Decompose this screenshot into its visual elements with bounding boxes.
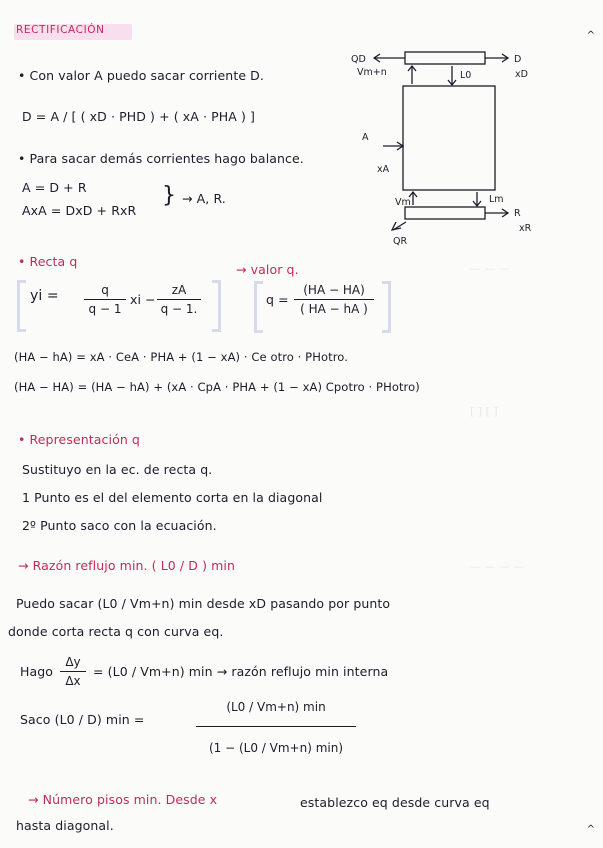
diagram-label-vm: Vm bbox=[395, 197, 411, 208]
fraction-q-top: q bbox=[101, 283, 109, 297]
brace-mark: } bbox=[162, 183, 177, 208]
fraction-reflux-min bbox=[196, 700, 356, 755]
section-recta-q: • Recta q bbox=[18, 254, 78, 269]
fraction-reflux-bottom: (1 − (L0 / Vm+n) min) bbox=[208, 741, 344, 755]
diagram-label-qd: QD bbox=[351, 54, 366, 65]
saco-label: Saco (L0 / D) min = bbox=[20, 712, 145, 727]
fraction-q-value-top: (HA − HA) bbox=[303, 283, 365, 297]
fraction-q bbox=[84, 283, 126, 316]
note-line-18b: establezco eq desde curva eq bbox=[300, 795, 490, 810]
diagram-label-vmn: Vm+n bbox=[357, 67, 387, 78]
fraction-q-bottom: q − 1 bbox=[88, 302, 122, 316]
fraction-dy: Δy bbox=[65, 655, 81, 669]
diagram-label-lo: L0 bbox=[460, 70, 472, 81]
diagram-label-lm: Lm bbox=[489, 194, 504, 205]
note-line-10: Sustituyo en la ec. de recta q. bbox=[22, 462, 213, 477]
section-numero-pisos: → Número pisos min. Desde x bbox=[28, 792, 218, 807]
diagram-label-xr: xR bbox=[519, 223, 532, 234]
fraction-za-bottom: q − 1. bbox=[160, 302, 198, 316]
fraction-za-top: zA bbox=[171, 283, 187, 297]
note-line-19: hasta diagonal. bbox=[16, 818, 114, 833]
enthalpy-line-1: (HA − hA) = xA · CeA · PHA + (1 − xA) · Ce otro · PHotro. bbox=[14, 350, 348, 364]
note-line-11: 1 Punto es el del elemento corta en la diagonal bbox=[22, 490, 323, 505]
fraction-za bbox=[157, 283, 201, 316]
diagram-label-qr: QR bbox=[393, 236, 408, 247]
fraction-q-value bbox=[294, 283, 374, 316]
fraction-dy-dx bbox=[60, 655, 86, 688]
equation-bracket bbox=[254, 281, 263, 333]
fraction-q-value-bottom: ( HA − hA ) bbox=[300, 302, 368, 316]
note-line-3: • Para sacar demás corrientes hago balance. bbox=[18, 151, 304, 166]
yi-equals: yi = bbox=[30, 288, 59, 304]
equation-bracket bbox=[382, 281, 391, 333]
diagram-label-d: D bbox=[514, 54, 522, 65]
balance-line-1: A = D + R bbox=[22, 180, 87, 195]
note-line-15: donde corta recta q con curva eq. bbox=[8, 624, 224, 639]
enthalpy-line-2: (HA − HA) = (HA − hA) + (xA · CpA · PHA + (1 − xA) Cpotro · PHotro) bbox=[14, 380, 420, 394]
diagram-label-a: A bbox=[362, 132, 369, 143]
diagram-label-r: R bbox=[514, 208, 521, 219]
section-representacion: • Representación q bbox=[18, 432, 140, 447]
bottom-arrow-mark: ^ bbox=[586, 824, 595, 835]
fraction-dx: Δx bbox=[65, 674, 81, 688]
equation-bracket bbox=[212, 280, 221, 332]
bleed-through-text: [ ] [ ] bbox=[470, 405, 498, 418]
page-title: RECTIFICACIÓN bbox=[16, 24, 105, 36]
section-razon-reflujo: → Razón reflujo min. ( L0 / D ) min bbox=[18, 558, 236, 573]
diagram-label-xa: xA bbox=[377, 164, 390, 175]
xi-minus: xi − bbox=[130, 292, 156, 307]
hago-label: Hago bbox=[20, 664, 54, 679]
note-line-2: D = A / [ ( xD · PHD ) + ( xA · PHA ) ] bbox=[22, 109, 256, 124]
equation-bracket bbox=[17, 280, 26, 332]
diagram-label-xd: xD bbox=[515, 69, 528, 80]
balance-line-2: AxA = DxD + RxR bbox=[22, 203, 137, 218]
bleed-through-text: — — — bbox=[470, 262, 510, 275]
balance-result: → A, R. bbox=[182, 191, 226, 206]
bleed-through-text: — — — — bbox=[470, 560, 525, 573]
note-line-16: = (L0 / Vm+n) min → razón reflujo min interna bbox=[93, 664, 389, 679]
fraction-reflux-top: (L0 / Vm+n) min bbox=[226, 700, 326, 714]
q-equals: q = bbox=[266, 292, 289, 307]
top-arrow-mark: ^ bbox=[586, 30, 595, 41]
note-line-12: 2º Punto saco con la ecuación. bbox=[22, 518, 217, 533]
note-line-14: Puedo sacar (L0 / Vm+n) min desde xD pasando por punto bbox=[16, 596, 391, 611]
section-valor-q: → valor q. bbox=[236, 262, 299, 277]
note-line-1: • Con valor A puedo sacar corriente D. bbox=[18, 68, 264, 83]
